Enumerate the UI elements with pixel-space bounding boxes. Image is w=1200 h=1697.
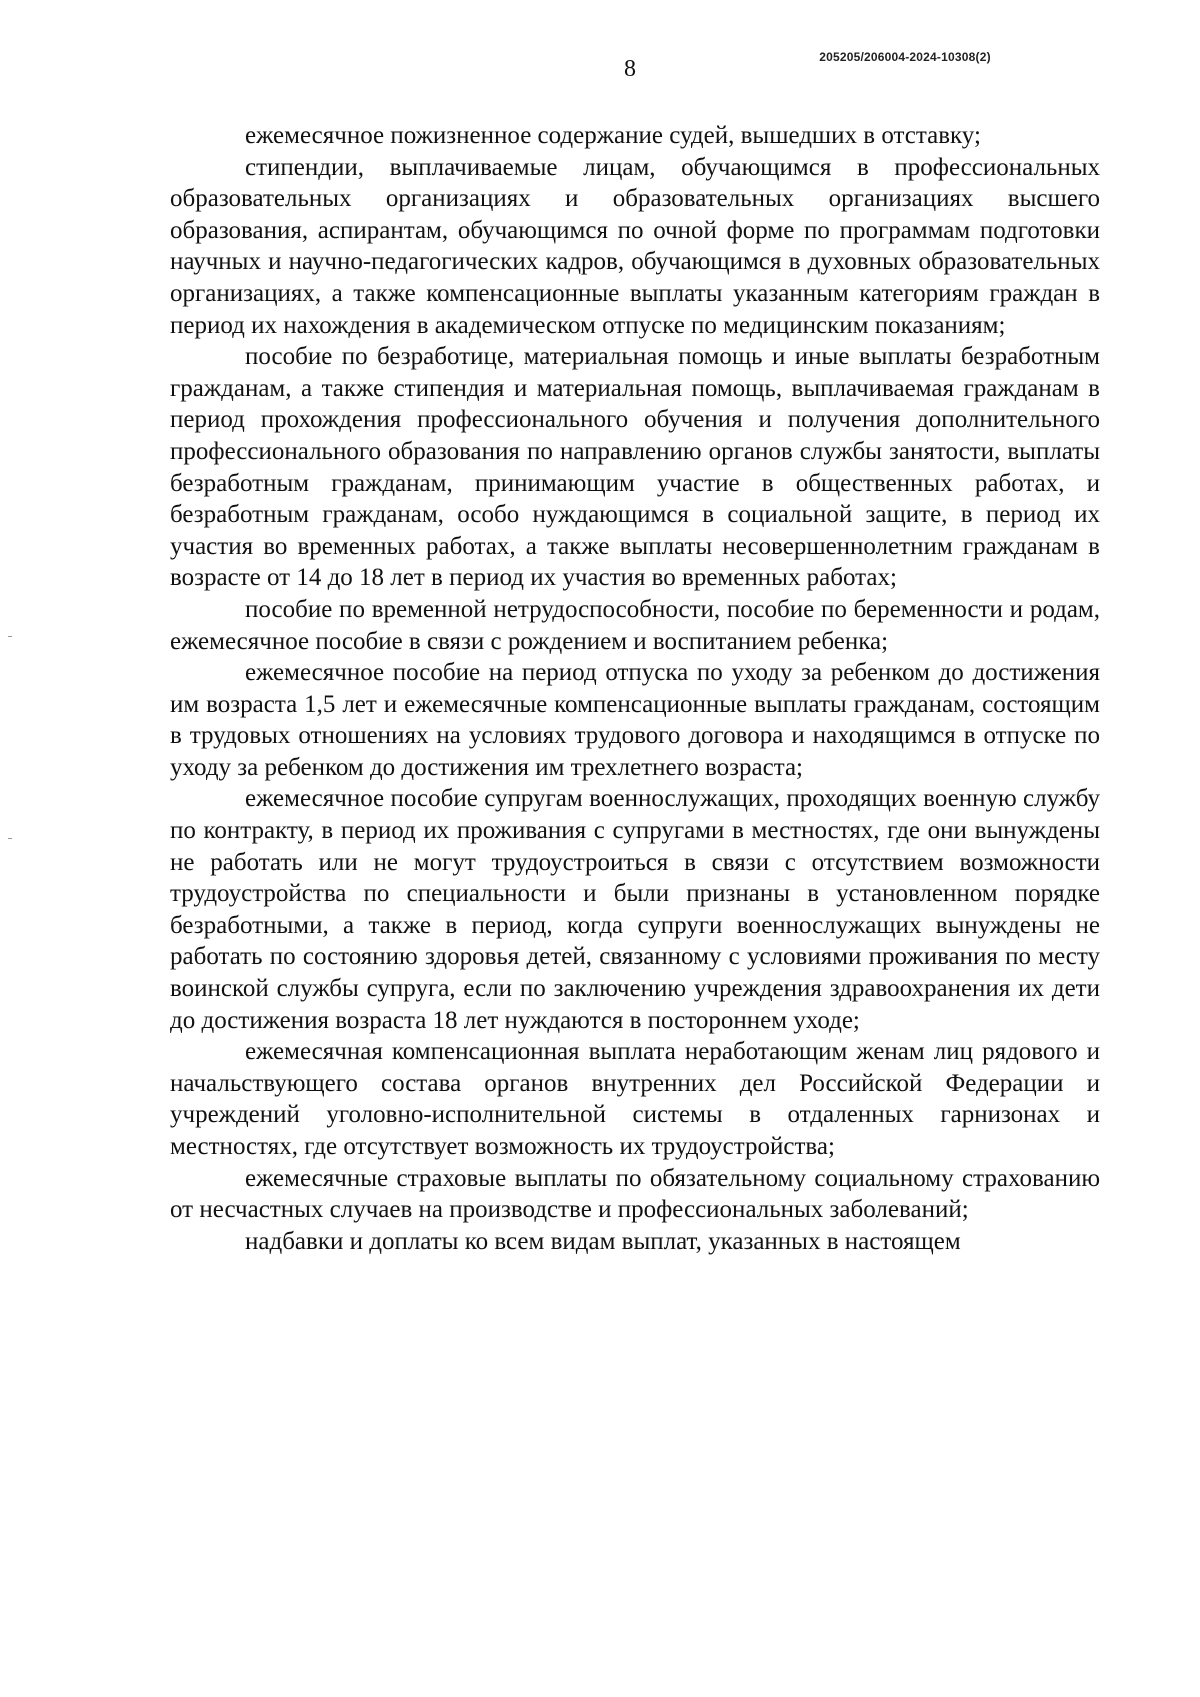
- document-body: [170, 120, 1100, 1257]
- paragraph: ежемесячное пособие на период отпуска по уходу за ребенком до достижения им возраста 1,5 лет и ежемесячные компенсационные выплаты гражданам, состоящим в трудовых отношениях на условиях трудового договора и находящимся в отпуске по уходу за ребенком до достижения им трехлетнего возраста;: [170, 659, 1100, 781]
- page-number: 8: [624, 56, 636, 82]
- paragraph: ежемесячная компенсационная выплата неработающим женам лиц рядового и начальствующего состава органов внутренних дел Российской Федерации и учреждений уголовно-исполнительной системы в отдаленных гарнизонах и местностях, где отсутствует возможность их трудоустройства;: [170, 1038, 1100, 1160]
- document-id: 205205/206004-2024-10308(2): [819, 50, 991, 64]
- paragraph: надбавки и доплаты ко всем видам выплат, указанных в настоящем: [245, 1227, 961, 1255]
- paragraph: ежемесячные страховые выплаты по обязательному социальному страхованию от несчастных случаев на производстве и профессиональных заболеваний;: [170, 1164, 1100, 1224]
- paragraph: пособие по безработице, материальная помощь и иные выплаты безработным гражданам, а также стипендия и материальная помощь, выплачиваемая гражданам в период прохождения профессионального обучения и получения дополнительного профессионального образования по направлению органов службы занятости, выплаты безработным гражданам, принимающим участие в общественных работах, и безработным гражданам, особо нуждающимся в социальной защите, в период их участия во временных работах, а также выплаты несовершеннолетним гражданам в возрасте от 14 до 18 лет в период их участия во временных работах;: [170, 343, 1100, 592]
- paragraph: ежемесячное пожизненное содержание судей, вышедших в отставку;: [245, 122, 981, 149]
- scan-mark: [8, 636, 12, 637]
- paragraph: стипендии, выплачиваемые лицам, обучающимся в профессиональных образовательных организациях и образовательных организациях высшего образования, аспирантам, обучающимся по очной форме по программам подготовки научных и научно-педагогических кадров, обучающимся в духовных образовательных организациях, а также компенсационные выплаты указанным категориям граждан в период их нахождения в академическом отпуске по медицинским показаниям;: [170, 153, 1100, 339]
- paragraph: ежемесячное пособие супругам военнослужащих, проходящих военную службу по контракту, в период их проживания с супругами в местностях, где они вынуждены не работать или не могут трудоустроиться в связи с отсутствием возможности трудоустройства по специальности и были признаны в установленном порядке безработными, а также в период, когда супруги военнослужащих вынуждены не работать по состоянию здоровья детей, связанному с условиями проживания по месту воинской службы супруга, если по заключению учреждения здравоохранения их дети до достижения возраста 18 лет нуждаются в постороннем уходе;: [170, 785, 1100, 1034]
- paragraph: пособие по временной нетрудоспособности, пособие по беременности и родам, ежемесячное пособие в связи с рождением и воспитанием ребенка;: [170, 595, 1100, 655]
- scan-mark: [8, 838, 12, 839]
